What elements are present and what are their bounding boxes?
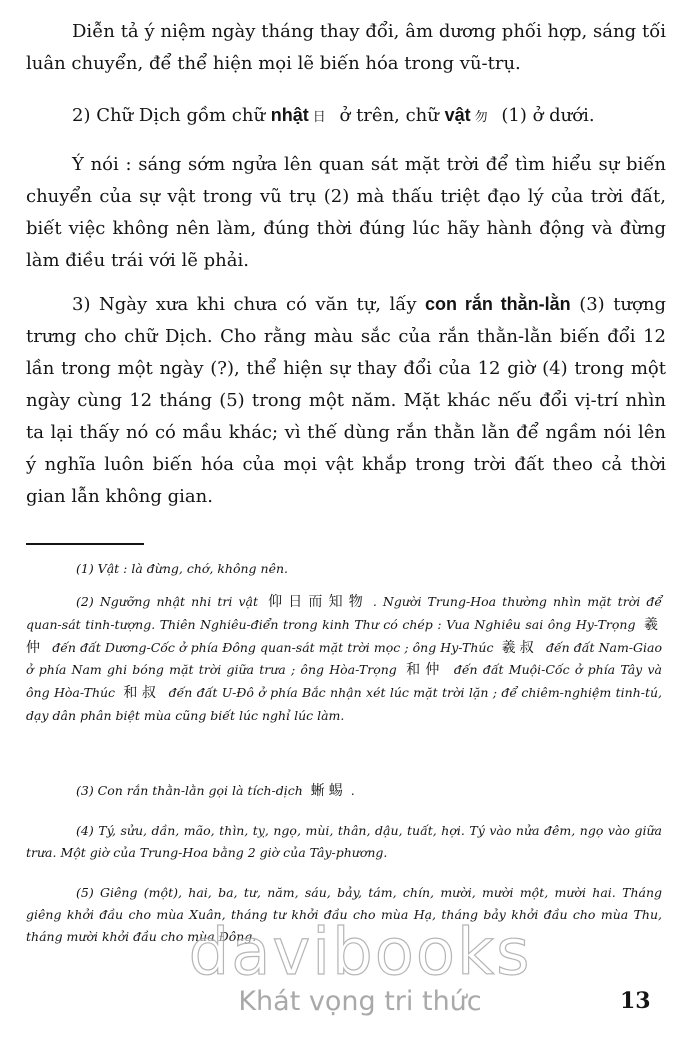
footnote-5-text: (5) Giêng (một), hai, ba, tư, năm, sáu, bảy, tám, chín, mười, mười một, mười hai. Tháng giêng khởi đầu cho mùa Xuân, tháng tư khởi đầu cho mùa Hạ, tháng bảy khởi đầu cho mùa Thu, tháng mười khởi đầu cho mùa Đông. [26,885,662,944]
footnote-2-cjk-1: 仰日而知物 [268,594,369,610]
footnote-2-part-5: đến đất Muội-Cốc ở phía Tây và ông Hòa-Thúc [26,662,662,701]
footnote-3-before: (3) Con rắn thằn-lằn gọi là tích-dịch [76,783,307,798]
footnote-2-before: (2) Ngưỡng nhật nhi tri vật [76,594,265,609]
paragraph-1 [26,16,666,80]
paragraph-4 [26,288,666,513]
footnote-3 [26,780,662,803]
footnote-2-part-2: . Người Trung-Hoa thường nhìn mặt trời để quan-sát tinh-tượng. Thiên Nghiêu-điển trong kinh Thư có chép : Vua Nghiêu sai ông Hy-Trọng [26,594,663,632]
watermark-slogan: Khát vọng tri thức [238,986,482,1017]
cjk-vat: 勿 [474,110,492,125]
footnote-2-cjk-2: 羲仲 [26,616,662,656]
footnote-4 [26,820,662,864]
footnote-divider [26,543,144,545]
paragraph-2-mid: ở trên, chữ [333,105,445,126]
page-number: 13 [620,988,651,1014]
footnote-2-part-4: đến đất Nam-Giao ở phía Nam ghi bóng mặt trời giữa trưa ; ông Hòa-Trọng [26,639,662,678]
footnote-3-cjk: 蜥蜴 [310,783,347,799]
term-vat: vật [444,105,471,125]
paragraph-3 [26,149,666,277]
term-ran-than-lan: con rắn thằn-lằn [425,294,571,314]
paragraph-1-text: Diễn tả ý niệm ngày tháng thay đổi, âm dương phối hợp, sáng tối luân chuyển, để thể hiện mọi lẽ biến hóa trong vũ-trụ. [26,21,666,74]
footnote-2-part-3: đến đất Dương-Cốc ở phía Đông quan-sát mặt trời mọc ; ông Hy-Thúc [48,639,498,655]
paragraph-2 [26,99,666,134]
footnote-3-after: . [350,783,355,798]
term-nhat: nhật [270,105,309,125]
watermark-brand: davibooks [188,916,532,990]
paragraph-4-after: (3) tượng trưng cho chữ Dịch. Cho rằng màu sắc của rắn thằn-lằn biến đổi 12 lần trong một ngày (?), thể hiện sự thay đổi của 12 giờ (4) trong một ngày cùng 12 tháng (5) trong một năm. Mặt khác nếu đổi vị-trí nhìn ta lại thấy nó có mầu khác; vì thế dùng rắn thằn lằn để ngầm nói lên ý nghĩa luôn biến hóa của mọi vật khắp trong trời đất theo cả thời gian lẫn không gian. [26,294,667,507]
paragraph-2-after: (1) ở dưới. [495,105,595,126]
paragraph-4-before: 3) Ngày xưa khi chưa có văn tự, lấy [72,294,426,315]
footnote-2-cjk-5: 和叔 [123,685,161,702]
footnote-2 [26,591,662,727]
footnote-4-text: (4) Tý, sửu, dần, mão, thìn, tỵ, ngọ, mùi, thân, dậu, tuất, hợi. Tý vào nửa đêm, ngọ vào giữa trưa. Một giờ của Trung-Hoa bằng 2 giờ của Tây-phương. [26,823,662,860]
footnote-1 [26,558,662,580]
paragraph-2-before: 2) Chữ Dịch gồm chữ [72,105,271,126]
footnote-2-cjk-3: 羲叔 [501,639,538,656]
footnote-2-part-6: đến đất U-Đô ở phía Bắc nhận xét lúc mặt trời lặn ; để chiêm-nghiệm tinh-tú, dạy dân phân biệt mùa cũng biết lúc nghỉ lúc làm. [26,685,663,723]
cjk-nhat: 日 [312,110,330,125]
footnote-5 [26,882,662,947]
paragraph-3-text: Ý nói : sáng sớm ngửa lên quan sát mặt trời để tìm hiểu sự biến chuyển của sự vật trong vũ trụ (2) mà thấu triệt đạo lý của trời đất, biết việc không nên làm, đúng thời đúng lúc hãy hành động và đừng làm điều trái với lẽ phải. [26,154,666,271]
footnote-2-cjk-4: 和仲 [406,662,445,679]
footnote-1-text: (1) Vật : là đừng, chớ, không nên. [76,561,288,576]
